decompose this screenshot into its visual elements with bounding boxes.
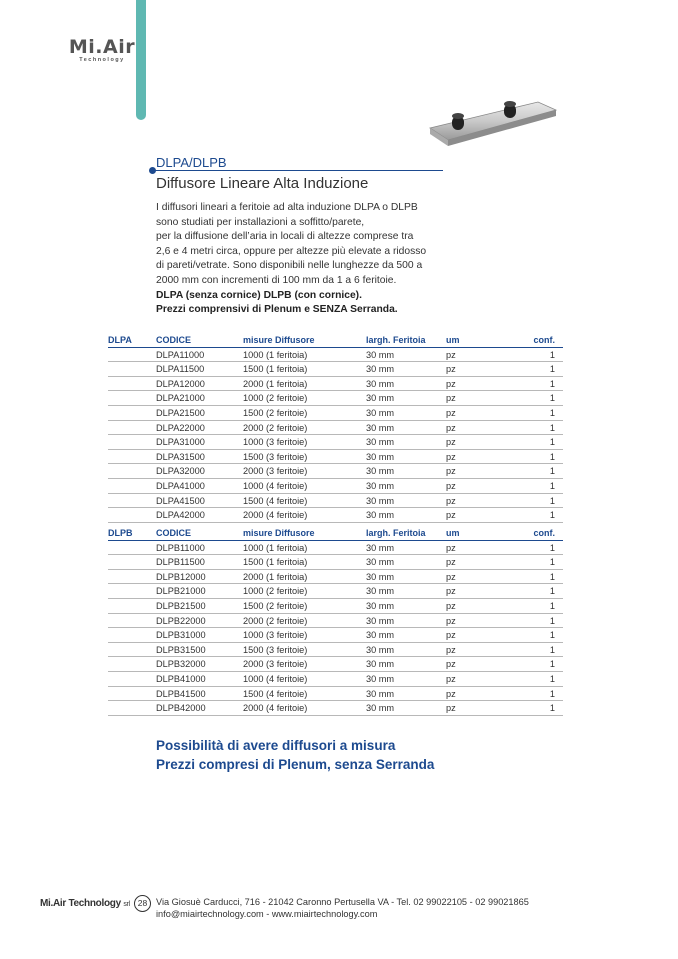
cell-size: 1000 (4 feritoie)	[243, 673, 308, 684]
cell-size: 2000 (2 feritoie)	[243, 615, 308, 626]
cell-conf: 1	[549, 480, 555, 491]
cell-size: 1500 (3 feritoie)	[243, 451, 308, 462]
cell-size: 2000 (4 feritoie)	[243, 510, 308, 521]
header-size: misure Diffusore	[243, 528, 315, 538]
table-header-row	[108, 333, 563, 348]
cell-width: 30 mm	[366, 615, 395, 626]
table-row	[108, 406, 563, 421]
cell-unit: pz	[446, 673, 456, 684]
cell-code: DLPA21500	[156, 407, 205, 418]
cell-unit: pz	[446, 364, 456, 375]
page-footer	[40, 895, 640, 925]
cell-unit: pz	[446, 495, 456, 506]
cell-size: 2000 (1 feritoia)	[243, 378, 308, 389]
cell-conf: 1	[549, 451, 555, 462]
table-row	[108, 614, 563, 629]
cell-size: 1000 (2 feritoie)	[243, 586, 308, 597]
table-row	[108, 541, 563, 556]
cell-conf: 1	[549, 586, 555, 597]
cell-size: 2000 (4 feritoie)	[243, 703, 308, 714]
cell-code: DLPB11500	[156, 557, 205, 568]
cell-size: 1000 (1 feritoia)	[243, 542, 308, 553]
footer-address: Via Giosuè Carducci, 716 - 21042 Caronno Pertusella VA - Tel. 02 99022105 - 02 99021865	[156, 897, 529, 907]
cell-unit: pz	[446, 703, 456, 714]
table-row	[108, 555, 563, 570]
cell-unit: pz	[446, 510, 456, 521]
cell-width: 30 mm	[366, 422, 395, 433]
cell-code: DLPA12000	[156, 378, 205, 389]
footer-contacts: info@miairtechnology.com - www.miairtechnology.com	[156, 909, 378, 919]
product-title: Diffusore Lineare Alta Induzione	[156, 175, 369, 192]
cell-size: 1500 (4 feritoie)	[243, 495, 308, 506]
table-row	[108, 450, 563, 465]
cell-size: 2000 (3 feritoie)	[243, 466, 308, 477]
cell-unit: pz	[446, 349, 456, 360]
cell-code: DLPB22000	[156, 615, 206, 626]
cell-unit: pz	[446, 407, 456, 418]
cell-code: DLPB31000	[156, 630, 206, 641]
cell-code: DLPA22000	[156, 422, 205, 433]
cell-conf: 1	[549, 688, 555, 699]
cell-code: DLPB42000	[156, 703, 206, 714]
cell-width: 30 mm	[366, 688, 395, 699]
cell-code: DLPA21000	[156, 393, 205, 404]
cell-width: 30 mm	[366, 542, 395, 553]
cell-conf: 1	[549, 673, 555, 684]
product-code: DLPA/DLPB	[156, 155, 227, 170]
header-unit: um	[446, 335, 460, 345]
cell-size: 2000 (1 feritoia)	[243, 571, 308, 582]
cell-unit: pz	[446, 422, 456, 433]
table-row	[108, 599, 563, 614]
company-logo	[62, 36, 142, 63]
table-row	[108, 377, 563, 392]
table-row	[108, 464, 563, 479]
title-divider	[153, 170, 443, 171]
cell-width: 30 mm	[366, 644, 395, 655]
header-width: largh. Feritoia	[366, 335, 426, 345]
table-row	[108, 362, 563, 377]
cell-code: DLPB41000	[156, 673, 206, 684]
cell-code: DLPB21500	[156, 600, 206, 611]
cell-size: 2000 (3 feritoie)	[243, 659, 308, 670]
table-header-row	[108, 526, 563, 541]
table-row	[108, 494, 563, 509]
cell-conf: 1	[549, 542, 555, 553]
cell-conf: 1	[549, 571, 555, 582]
cell-width: 30 mm	[366, 586, 395, 597]
logo-brand: Mi.Air	[68, 36, 136, 58]
cell-conf: 1	[549, 644, 555, 655]
cell-code: DLPA11500	[156, 364, 205, 375]
cell-unit: pz	[446, 644, 456, 655]
description-bold-line: Prezzi comprensivi di Plenum e SENZA Serranda.	[156, 304, 398, 316]
cell-conf: 1	[549, 630, 555, 641]
cell-code: DLPA31000	[156, 437, 205, 448]
cell-width: 30 mm	[366, 451, 395, 462]
cell-size: 1500 (1 feritoia)	[243, 557, 308, 568]
cell-unit: pz	[446, 615, 456, 626]
cell-code: DLPB41500	[156, 688, 206, 699]
cell-unit: pz	[446, 451, 456, 462]
cell-unit: pz	[446, 557, 456, 568]
table-row	[108, 701, 563, 716]
cell-size: 1500 (2 feritoie)	[243, 407, 308, 418]
cell-code: DLPB31500	[156, 644, 206, 655]
cell-unit: pz	[446, 480, 456, 491]
cell-size: 1000 (1 feritoia)	[243, 349, 308, 360]
cell-conf: 1	[549, 393, 555, 404]
cell-size: 1500 (4 feritoie)	[243, 688, 308, 699]
footer-address-block	[156, 896, 529, 920]
table-row	[108, 508, 563, 523]
header-code: CODICE	[156, 335, 192, 345]
table-row	[108, 643, 563, 658]
table-row	[108, 570, 563, 585]
cell-code: DLPB32000	[156, 659, 206, 670]
table-row	[108, 421, 563, 436]
cell-unit: pz	[446, 630, 456, 641]
table-row	[108, 391, 563, 406]
footer-brand-suffix: srl	[123, 901, 130, 908]
table-row	[108, 672, 563, 687]
description-line: di pareti/vetrate. Sono disponibili nelle lunghezze da 500 a	[156, 260, 423, 272]
cell-unit: pz	[446, 586, 456, 597]
cell-conf: 1	[549, 437, 555, 448]
cell-width: 30 mm	[366, 673, 395, 684]
cell-conf: 1	[549, 364, 555, 375]
cell-conf: 1	[549, 659, 555, 670]
cell-code: DLPA32000	[156, 466, 205, 477]
page-number: 28	[134, 895, 151, 912]
cell-conf: 1	[549, 557, 555, 568]
cell-size: 1000 (2 feritoie)	[243, 393, 308, 404]
footer-brand-name: Mi.Air Technology	[40, 898, 121, 909]
footer-brand	[40, 898, 130, 909]
cell-conf: 1	[549, 378, 555, 389]
header-conf: conf.	[533, 528, 555, 538]
cell-width: 30 mm	[366, 571, 395, 582]
cell-code: DLPB21000	[156, 586, 206, 597]
description-line: 2,6 e 4 metri circa, oppure per altezze più elevate a ridosso	[156, 245, 427, 257]
cell-width: 30 mm	[366, 364, 395, 375]
cell-width: 30 mm	[366, 557, 395, 568]
description-line: 2000 mm con incrementi di 100 mm da 1 a 6 feritoie.	[156, 274, 397, 286]
cell-unit: pz	[446, 437, 456, 448]
table-group-label: DLPA	[108, 335, 132, 345]
cell-size: 1500 (1 feritoia)	[243, 364, 308, 375]
cell-conf: 1	[549, 600, 555, 611]
dlpb-price-table	[108, 526, 563, 716]
cell-conf: 1	[549, 466, 555, 477]
cell-conf: 1	[549, 422, 555, 433]
cell-conf: 1	[549, 703, 555, 714]
cell-unit: pz	[446, 688, 456, 699]
cell-width: 30 mm	[366, 495, 395, 506]
cell-width: 30 mm	[366, 349, 395, 360]
cell-conf: 1	[549, 495, 555, 506]
cell-size: 1500 (2 feritoie)	[243, 600, 308, 611]
table-row	[108, 348, 563, 363]
table-row	[108, 628, 563, 643]
cell-size: 1000 (3 feritoie)	[243, 630, 308, 641]
dlpa-price-table	[108, 333, 563, 523]
cell-unit: pz	[446, 393, 456, 404]
cell-width: 30 mm	[366, 510, 395, 521]
cell-code: DLPA41500	[156, 495, 205, 506]
cell-size: 1000 (3 feritoie)	[243, 437, 308, 448]
cell-size: 2000 (2 feritoie)	[243, 422, 308, 433]
cell-unit: pz	[446, 659, 456, 670]
note-line: Prezzi compresi di Plenum, senza Serranda	[156, 757, 435, 772]
cell-width: 30 mm	[366, 407, 395, 418]
header-unit: um	[446, 528, 460, 538]
cell-unit: pz	[446, 542, 456, 553]
cell-unit: pz	[446, 378, 456, 389]
logo-subtitle: Technology	[79, 57, 125, 63]
table-row	[108, 657, 563, 672]
cell-code: DLPA42000	[156, 510, 205, 521]
cell-unit: pz	[446, 571, 456, 582]
cell-code: DLPA41000	[156, 480, 205, 491]
header-code: CODICE	[156, 528, 192, 538]
table-row	[108, 584, 563, 599]
cell-code: DLPA11000	[156, 349, 205, 360]
cell-conf: 1	[549, 349, 555, 360]
cell-width: 30 mm	[366, 437, 395, 448]
cell-width: 30 mm	[366, 659, 395, 670]
cell-size: 1000 (4 feritoie)	[243, 480, 308, 491]
cell-width: 30 mm	[366, 600, 395, 611]
cell-code: DLPA31500	[156, 451, 205, 462]
cell-width: 30 mm	[366, 466, 395, 477]
cell-size: 1500 (3 feritoie)	[243, 644, 308, 655]
table-row	[108, 479, 563, 494]
cell-conf: 1	[549, 510, 555, 521]
notes	[156, 736, 434, 774]
description-line: I diffusori lineari a feritoie ad alta induzione DLPA o DLPB	[156, 202, 418, 213]
cell-conf: 1	[549, 407, 555, 418]
cell-width: 30 mm	[366, 630, 395, 641]
product-image	[428, 96, 558, 156]
cell-conf: 1	[549, 615, 555, 626]
table-group-label: DLPB	[108, 528, 133, 538]
cell-width: 30 mm	[366, 480, 395, 491]
cell-width: 30 mm	[366, 378, 395, 389]
cell-unit: pz	[446, 600, 456, 611]
cell-code: DLPB11000	[156, 542, 205, 553]
cell-unit: pz	[446, 466, 456, 477]
header-size: misure Diffusore	[243, 335, 315, 345]
table-row	[108, 687, 563, 702]
table-row	[108, 435, 563, 450]
product-description	[156, 201, 456, 318]
description-line: sono studiati per installazioni a soffitto/parete,	[156, 216, 365, 228]
note-line: Possibilità di avere diffusori a misura	[156, 738, 396, 753]
cell-code: DLPB12000	[156, 571, 206, 582]
cell-width: 30 mm	[366, 703, 395, 714]
cell-width: 30 mm	[366, 393, 395, 404]
header-conf: conf.	[533, 335, 555, 345]
header-width: largh. Feritoia	[366, 528, 426, 538]
description-bold-line: DLPA (senza cornice) DLPB (con cornice).	[156, 289, 362, 301]
description-line: per la diffusione dell’aria in locali di altezze comprese tra	[156, 231, 414, 243]
